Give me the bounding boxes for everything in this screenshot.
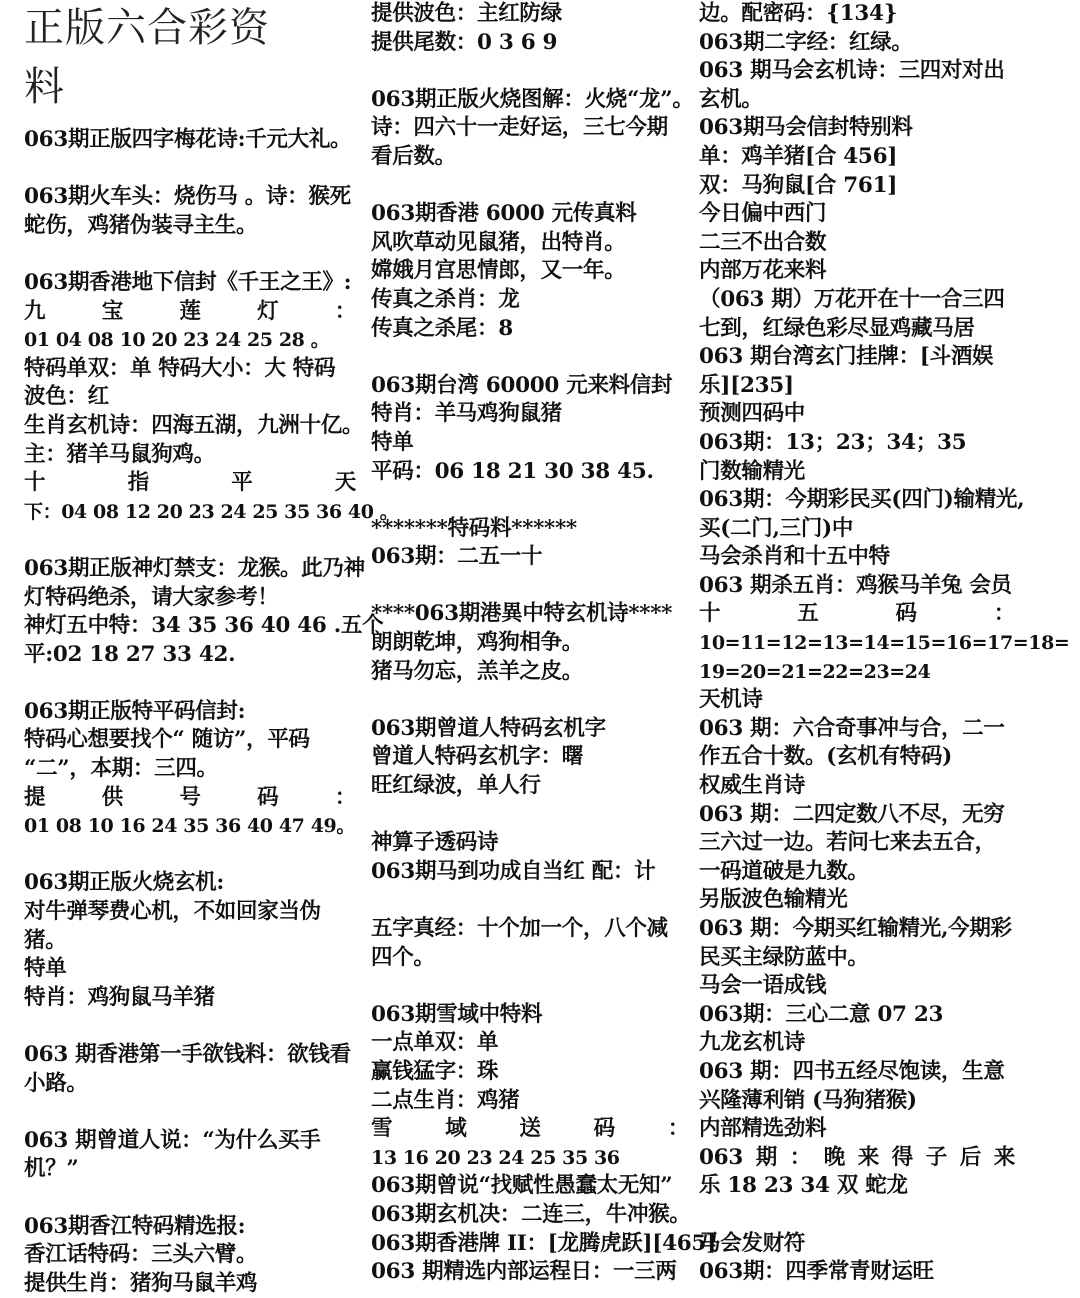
blank-line xyxy=(24,240,356,269)
text-line: 传真之杀尾：8 xyxy=(371,315,513,341)
text-line: 提供波色：主红防绿 xyxy=(371,1,562,26)
text-line: 特码单双：单 特码大小：大 特码 xyxy=(24,355,336,381)
spaced-char: 提 xyxy=(24,784,46,810)
spaced-char: ： xyxy=(667,1116,689,1142)
blank-line xyxy=(24,669,356,698)
text-line: 10=11=12=13=14=15=16=17=18= xyxy=(699,632,1070,655)
text-line: 063期：13；23；34；35 xyxy=(699,429,967,455)
column-right xyxy=(699,0,1070,1287)
text-line: 嫦娥月宫思情郎，又一年。 xyxy=(371,258,626,284)
text-line: 063 期杀五肖：鸡猴马羊兔 会员 xyxy=(699,572,1012,598)
spaced-text-line xyxy=(371,1115,689,1144)
spaced-char: ： xyxy=(334,298,356,324)
text-line: *******特码料****** xyxy=(371,515,577,541)
text-line: 单：鸡羊猪[合 456] xyxy=(699,143,898,169)
blank-line xyxy=(24,155,356,184)
blank-line xyxy=(371,343,689,372)
text-line: 另版波色输精光 xyxy=(699,887,848,913)
spaced-char: ： xyxy=(334,784,356,810)
text-line: 063期马会信封特别料 xyxy=(699,115,913,141)
text-line: （063 期）万花开在十一合三四 xyxy=(699,286,1005,312)
spaced-char: 码 xyxy=(593,1116,615,1142)
text-line: 内部精选劲料 xyxy=(699,1116,827,1142)
spaced-char: 码 xyxy=(257,784,279,810)
spaced-char: 码 xyxy=(895,601,917,627)
text-line: 063期雪域中特料 xyxy=(371,1001,543,1027)
text-line: 063 期：今期买红输精光,今期彩 xyxy=(699,916,1012,941)
text-line: 对牛弹琴费心机，不如回家当伪 xyxy=(24,899,321,925)
text-line: 权威生肖诗 xyxy=(699,773,806,799)
page-title: 正版六合彩资 xyxy=(24,5,270,51)
text-line: 玄机。 xyxy=(699,86,763,112)
text-line: 曾道人特码玄机字：曙 xyxy=(371,744,584,770)
text-line: 063期曾道人特码玄机字 xyxy=(371,715,606,741)
blank-line xyxy=(371,172,689,201)
text-line: 063期：三心二意 07 23 xyxy=(699,1001,944,1027)
text-line: 01 04 08 10 20 23 24 25 28 。 xyxy=(24,329,330,352)
text-line: 063期火车头：烧伤马 。诗：猴死 xyxy=(24,184,351,210)
text-line: 一点单双：单 xyxy=(371,1030,499,1056)
text-line: 特肖：鸡狗鼠马羊猪 xyxy=(24,984,215,1010)
page-title-continued: 料 xyxy=(24,64,65,110)
text-line: 五字真经：十个加一个，八个减 xyxy=(371,916,668,941)
text-line: 二点生肖：鸡猪 xyxy=(371,1087,520,1113)
spaced-text-line xyxy=(699,1144,1015,1173)
text-line: 063期正版火烧玄机: xyxy=(24,870,225,896)
column-right-body xyxy=(699,0,1070,1287)
spaced-char: 后 xyxy=(959,1144,981,1170)
spaced-char: 063 xyxy=(699,1144,743,1170)
text-line: 作五合十数。(玄机有特码) xyxy=(699,744,952,770)
text-line: 063期二字经：红绿。 xyxy=(699,29,913,55)
text-line: 063期曾说“找赋性愚蠢太无知” xyxy=(371,1173,673,1199)
spaced-char: 送 xyxy=(519,1116,541,1142)
text-line: 提供尾数：0 3 6 9 xyxy=(371,29,558,55)
text-line: 朗朗乾坤，鸡狗相争。 xyxy=(371,630,584,656)
text-line: 063期：四季常青财运旺 xyxy=(699,1259,934,1285)
text-line: 神灯五中特：34 35 36 40 46 .五个 xyxy=(24,613,384,639)
blank-line xyxy=(371,686,689,715)
spaced-char: 莲 xyxy=(179,298,201,324)
blank-line xyxy=(24,1012,356,1041)
text-line: 马会杀肖和十五中特 xyxy=(699,544,890,570)
text-line: 七到，红绿色彩尽显鸡藏马居 xyxy=(699,315,975,341)
text-line: 预测四码中 xyxy=(699,401,806,427)
column-left xyxy=(24,0,399,1298)
text-line: 生肖玄机诗：四海五湖，九洲十亿。 xyxy=(24,412,364,438)
text-line: 马会发财符 xyxy=(699,1230,806,1256)
spaced-char: 期 xyxy=(755,1144,777,1170)
blank-line xyxy=(24,841,356,870)
text-line: 01 08 10 16 24 35 36 40 47 49。 xyxy=(24,815,355,838)
spaced-char: 雪 xyxy=(371,1116,393,1142)
column-left-body xyxy=(24,126,399,1298)
text-line: 特单 xyxy=(371,429,414,455)
text-line: 063 期曾道人说：“为什么买手 xyxy=(24,1127,321,1153)
spaced-char: 十 xyxy=(24,470,46,496)
text-line: “二”，本期：三四。 xyxy=(24,756,218,782)
blank-line xyxy=(24,1184,356,1213)
spaced-char: 五 xyxy=(797,601,819,627)
text-line: 提供生肖：猪狗马鼠羊鸡 xyxy=(24,1270,258,1296)
text-line: 13 16 20 23 24 25 35 36 xyxy=(371,1146,620,1169)
spaced-char: 得 xyxy=(891,1144,913,1170)
spaced-char: 子 xyxy=(925,1144,947,1170)
spaced-text-line xyxy=(24,469,356,498)
text-line: 063 期台湾玄门挂牌：[斗酒娱 xyxy=(699,344,994,370)
text-line: 一码道破是九数。 xyxy=(699,858,869,884)
column-middle xyxy=(371,0,716,1287)
text-line: 灯特码绝杀，请大家参考！ xyxy=(24,584,279,610)
text-line: 猪马勿忘，羔羊之皮。 xyxy=(371,658,584,684)
text-line: 063期正版火烧图解：火烧“龙”。 xyxy=(371,86,694,112)
text-line: 传真之杀肖：龙 xyxy=(371,286,520,312)
spaced-char: ： xyxy=(789,1144,811,1170)
text-line: 063 期：四书五经尽饱读，生意 xyxy=(699,1058,1005,1084)
column-middle-body xyxy=(371,0,716,1287)
text-line: 063期香港牌 II：[龙腾虎跃][465] xyxy=(371,1230,716,1256)
text-line: 旺红绿波，单人行 xyxy=(371,773,541,799)
spaced-char: 平 xyxy=(231,470,253,496)
blank-line xyxy=(24,526,356,555)
text-line: 063期马到功成自当红 配：计 xyxy=(371,858,656,884)
text-line: 063期：二五一十 xyxy=(371,544,543,570)
spaced-char: 九 xyxy=(24,298,46,324)
text-line: 乐][235] xyxy=(699,372,794,398)
blank-line xyxy=(371,57,689,86)
spaced-char: 晚 xyxy=(823,1144,845,1170)
spaced-text-line xyxy=(699,600,1015,629)
blank-line xyxy=(371,886,689,915)
text-line: 小路。 xyxy=(24,1070,88,1096)
text-line: 063 期马会玄机诗：三四对对出 xyxy=(699,58,1005,84)
text-line: 063 期：二四定数八不尽，无穷 xyxy=(699,801,1005,827)
text-line: 063期玄机决：二连三，牛冲猴。 xyxy=(371,1201,691,1227)
text-line: 乐 18 23 34 双 蛇龙 xyxy=(699,1173,908,1199)
text-line: 特单 xyxy=(24,956,67,982)
text-line: 赢钱猛字：珠 xyxy=(371,1058,499,1084)
blank-line xyxy=(699,1201,1015,1230)
spaced-char: 灯 xyxy=(257,298,279,324)
text-line: 看后数。 xyxy=(371,143,456,169)
text-line: ****063期港異中特玄机诗**** xyxy=(371,601,673,627)
text-line: 063期正版四字梅花诗:千元大礼。 xyxy=(24,127,352,152)
spaced-char: 天 xyxy=(334,470,356,496)
text-line: 天机诗 xyxy=(699,687,763,713)
text-line: 063期正版特平码信封: xyxy=(24,698,246,724)
text-line: 063期香港地下信封《千王之王》: xyxy=(24,269,352,295)
text-line: 神算子透码诗 xyxy=(371,830,499,856)
text-line: 民买主绿防蓝中。 xyxy=(699,944,869,970)
blank-line xyxy=(371,801,689,830)
text-line: 机？” xyxy=(24,1156,79,1182)
spaced-char: 域 xyxy=(445,1116,467,1142)
text-line: 主：猪羊马鼠狗鸡。 xyxy=(24,441,215,467)
text-line: 四个。 xyxy=(371,944,435,970)
spaced-text-line xyxy=(24,784,356,813)
spaced-char: 号 xyxy=(179,784,201,810)
text-line: 香江话特码：三头六臂。 xyxy=(24,1242,258,1268)
spaced-char: ： xyxy=(993,601,1015,627)
text-line: 平码：06 18 21 30 38 45. xyxy=(371,458,654,484)
text-line: 蛇伤，鸡猪伪装寻主生。 xyxy=(24,212,258,238)
spaced-char: 指 xyxy=(127,470,149,496)
spaced-text-line xyxy=(24,298,356,327)
text-line: 063期台湾 60000 元来料信封 xyxy=(371,372,673,398)
text-line: 下：04 08 12 20 23 24 25 35 36 40 。 xyxy=(24,500,399,523)
spaced-char: 来 xyxy=(993,1144,1015,1170)
spaced-char: 供 xyxy=(101,784,123,810)
text-line: 063期香港 6000 元传真料 xyxy=(371,201,637,227)
text-line: 三六过一边。若问七来去五合， xyxy=(699,830,996,856)
text-line: 风吹草动见鼠猪，出特肖。 xyxy=(371,229,626,255)
blank-line xyxy=(371,572,689,601)
text-line: 二三不出合数 xyxy=(699,229,827,255)
text-line: 猪。 xyxy=(24,927,67,953)
text-line: 诗：四六十一走好运，三七今期 xyxy=(371,115,668,141)
text-line: 特码心想要找个“ 随访”，平码 xyxy=(24,727,310,753)
text-line: 双：马狗鼠[合 761] xyxy=(699,172,898,198)
text-line: 九龙玄机诗 xyxy=(699,1030,806,1056)
text-line: 063期香江特码精选报: xyxy=(24,1213,246,1239)
text-line: 波色：红 xyxy=(24,384,109,410)
text-line: 19=20=21=22=23=24 xyxy=(699,660,931,683)
blank-line xyxy=(24,1098,356,1127)
text-line: 门数输精光 xyxy=(699,458,806,484)
text-line: 063 期香港第一手欲钱料：欲钱看 xyxy=(24,1042,351,1067)
text-line: 063 期：六合奇事冲与合，二一 xyxy=(699,715,1005,741)
text-line: 马会一语成钱 xyxy=(699,973,827,999)
blank-line xyxy=(371,486,689,515)
text-line: 兴隆薄利销 (马狗猪猴) xyxy=(699,1087,917,1113)
spaced-char: 来 xyxy=(857,1144,879,1170)
text-line: 063期正版神灯禁支：龙猴。此乃神 xyxy=(24,555,365,581)
spaced-char: 宝 xyxy=(101,298,123,324)
text-line: 今日偏中西门 xyxy=(699,201,827,227)
text-line: 内部万花来料 xyxy=(699,258,827,284)
text-line: 063 期精选内部运程日：一三两 xyxy=(371,1259,677,1285)
spaced-char: 十 xyxy=(699,601,721,627)
text-line: 买(二门,三门)中 xyxy=(699,515,854,541)
blank-line xyxy=(371,972,689,1001)
text-line: 特肖：羊马鸡狗鼠猪 xyxy=(371,401,562,427)
text-line: 063期：今期彩民买(四门)输精光, xyxy=(699,487,1025,513)
text-line: 平:02 18 27 33 42. xyxy=(24,641,236,667)
text-line: 边。配密码：{134} xyxy=(699,1,898,26)
